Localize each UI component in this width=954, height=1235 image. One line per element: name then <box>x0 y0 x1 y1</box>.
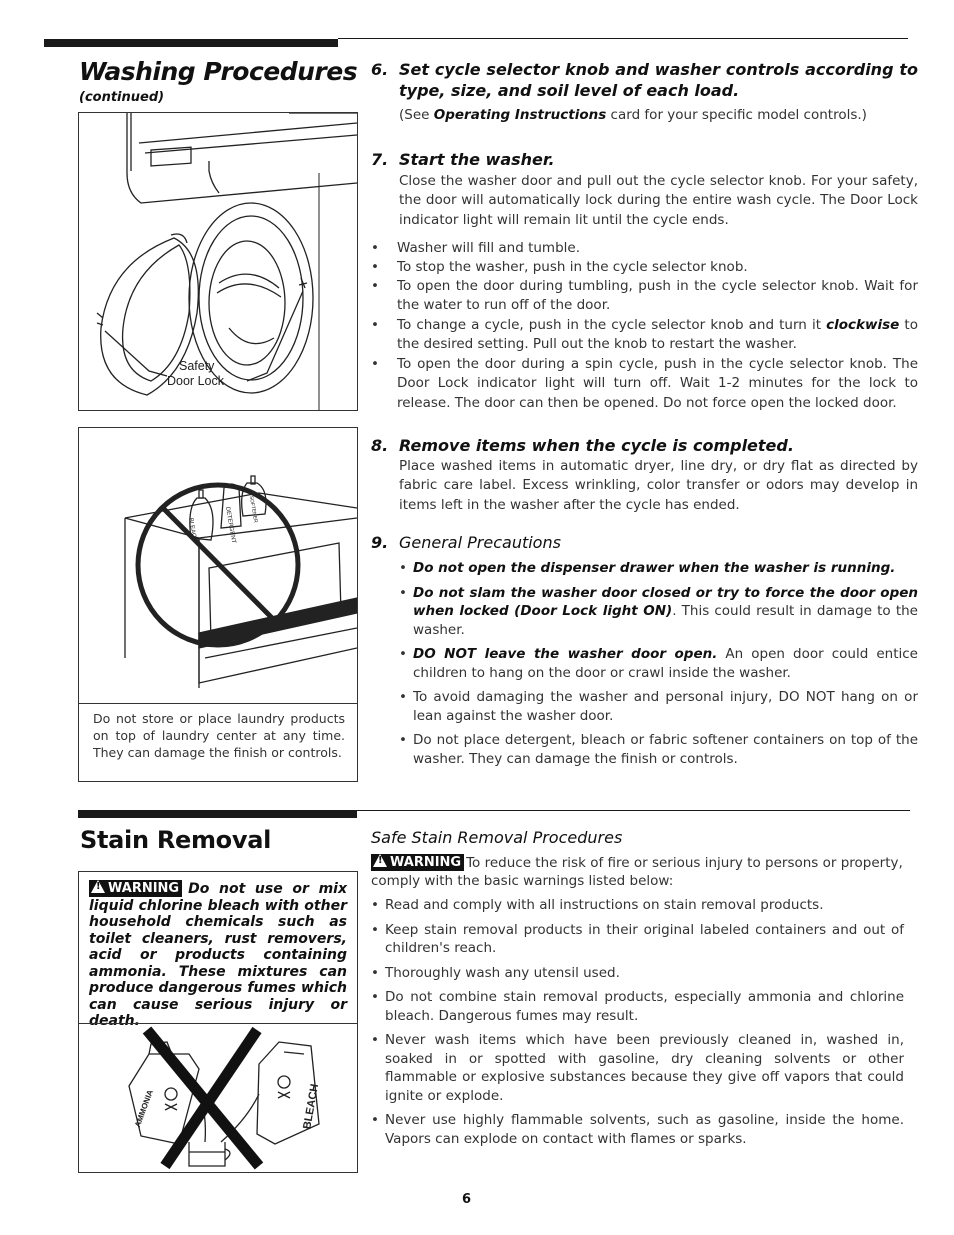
section-heading: Safe Stain Removal Procedures <box>371 828 623 847</box>
step-7 <box>371 149 918 414</box>
list-item: • Thoroughly wash any utensil used. <box>371 964 904 983</box>
warning-text: !WARNING Do not use or mix liquid chlorine bleach with other household chemicals such as toilet cleaners, rust removers, acid or products containing ammonia. These mixtures can produce dangerous fumes which can cause serious injury or death. <box>89 880 347 1030</box>
bleach-label: BLEACH <box>301 1082 322 1131</box>
precautions-list <box>371 559 918 768</box>
list-item: • Do not place detergent, bleach or fabric softener containers on top of the washer. They can damage the finish or controls. <box>399 731 918 768</box>
top-rule-thick <box>44 39 338 47</box>
step-number: 9. <box>371 533 389 552</box>
step-number: 8. <box>371 436 389 455</box>
list-item: • Washer will fill and tumble. <box>371 239 918 258</box>
step-body: Close the washer door and pull out the cycle selector knob. For your safety, the door will automatically lock during the entire wash cycle. The Door Lock indicator light will remain lit until the cycle ends. <box>399 173 918 228</box>
safe-stain-removal <box>371 827 904 1148</box>
warning-badge: !WARNING <box>371 854 464 871</box>
no-products-illustration <box>79 428 357 704</box>
step-heading: Remove items when the cycle is completed. <box>399 436 794 455</box>
warning-intro: !WARNING To reduce the risk of fire or serious injury to persons or property, comply with the basic warnings listed below: <box>371 854 904 890</box>
top-rule-thin <box>338 38 908 39</box>
list-item: • Read and comply with all instructions on stain removal products. <box>371 896 904 915</box>
warning-triangle-icon <box>373 854 387 867</box>
list-item: • To avoid damaging the washer and personal injury, DO NOT hang on or lean against the washer door. <box>399 688 918 725</box>
warning-triangle-icon <box>91 880 105 893</box>
bleach-bottle-label: BLEACH <box>187 517 198 543</box>
list-item: • To open the door during tumbling, push in the cycle selector knob. Wait for the water to run off of the door. <box>371 277 918 315</box>
list-item: • To stop the washer, push in the cycle selector knob. <box>371 258 918 277</box>
step-heading: Start the washer. <box>399 150 555 169</box>
step-heading: Set cycle selector knob and washer controls according to <box>399 60 918 79</box>
list-item: • Do not combine stain removal products, especially ammonia and chlorine bleach. Dangerous fumes may result. <box>371 988 904 1025</box>
step-heading-cont: type, size, and soil level of each load. <box>399 81 740 100</box>
step-body: Place washed items in automatic dryer, line dry, or dry flat as directed by fabric care label. Excess wrinkling, color transfer or odors may develop in items left in the washer after the cycle has ended. <box>399 458 918 513</box>
door-lock-label: Door Lock <box>167 374 224 388</box>
page-subtitle: (continued) <box>79 90 165 105</box>
list-item: • Do not open the dispenser drawer when the washer is running. <box>399 559 918 578</box>
list-item: • To open the door during a spin cycle, push in the cycle selector knob. The Door Lock indicator light will turn off. Wait 1-2 minutes for the lock to release. The door can then be opened. Do not force open the locked door. <box>371 355 918 414</box>
list-item: • Do not slam the washer door closed or try to force the door open when locked (Door Lock light ON). This could result in damage to the washer. <box>399 584 918 640</box>
safety-door-lock-figure <box>78 112 358 411</box>
list-item: • DO NOT leave the washer door open. An open door could entice children to hang on the door or crawl inside the washer. <box>399 645 918 682</box>
detergent-bottle-label: DETERGENT <box>223 506 237 544</box>
washer-open-door-illustration <box>79 113 357 410</box>
list-item: • Never use highly flammable solvents, such as gasoline, inside the home. Vapors can explode on contact with flames or sparks. <box>371 1111 904 1148</box>
step-6 <box>371 59 918 125</box>
step-note: (See Operating Instructions card for your specific model controls.) <box>399 107 867 123</box>
safety-label: Safety <box>179 359 215 373</box>
softener-bottle-label: SOFTENER <box>247 495 259 524</box>
step-8 <box>371 435 918 515</box>
step-number: 6. <box>371 60 389 79</box>
ammonia-label: AMMONIA <box>133 1088 155 1129</box>
section-rule-thin <box>357 810 910 811</box>
safe-procedures-list <box>371 896 904 1148</box>
list-item: • Never wash items which have been previously cleaned in, washed in, soaked in or spotted with gasoline, dry cleaning solvents or other flammable or explosive substances because they give off vapors that could ignite or explode. <box>371 1031 904 1105</box>
section-rule-thick <box>78 810 357 818</box>
list-item: • Keep stain removal products in their original labeled containers and out of children's reach. <box>371 921 904 958</box>
step-9 <box>371 532 918 768</box>
stain-warning-box <box>78 871 358 1173</box>
list-item: • To change a cycle, push in the cycle selector knob and turn it clockwise to the desired setting. Pull out the knob to restart the washer. <box>371 316 918 354</box>
step-heading: General Precautions <box>399 533 561 552</box>
page-number: 6 <box>462 1192 472 1207</box>
page-title: Washing Procedures <box>79 57 358 86</box>
no-products-on-washer-figure <box>78 427 358 782</box>
do-not-mix-illustration <box>79 1023 357 1172</box>
step-7-bullets <box>371 239 918 414</box>
section-title: Stain Removal <box>80 826 272 854</box>
step-number: 7. <box>371 150 389 169</box>
figure-caption: Do not store or place laundry products on top of laundry center at any time. They can damage the finish or controls. <box>93 711 345 761</box>
warning-badge: !WARNING <box>89 880 182 897</box>
